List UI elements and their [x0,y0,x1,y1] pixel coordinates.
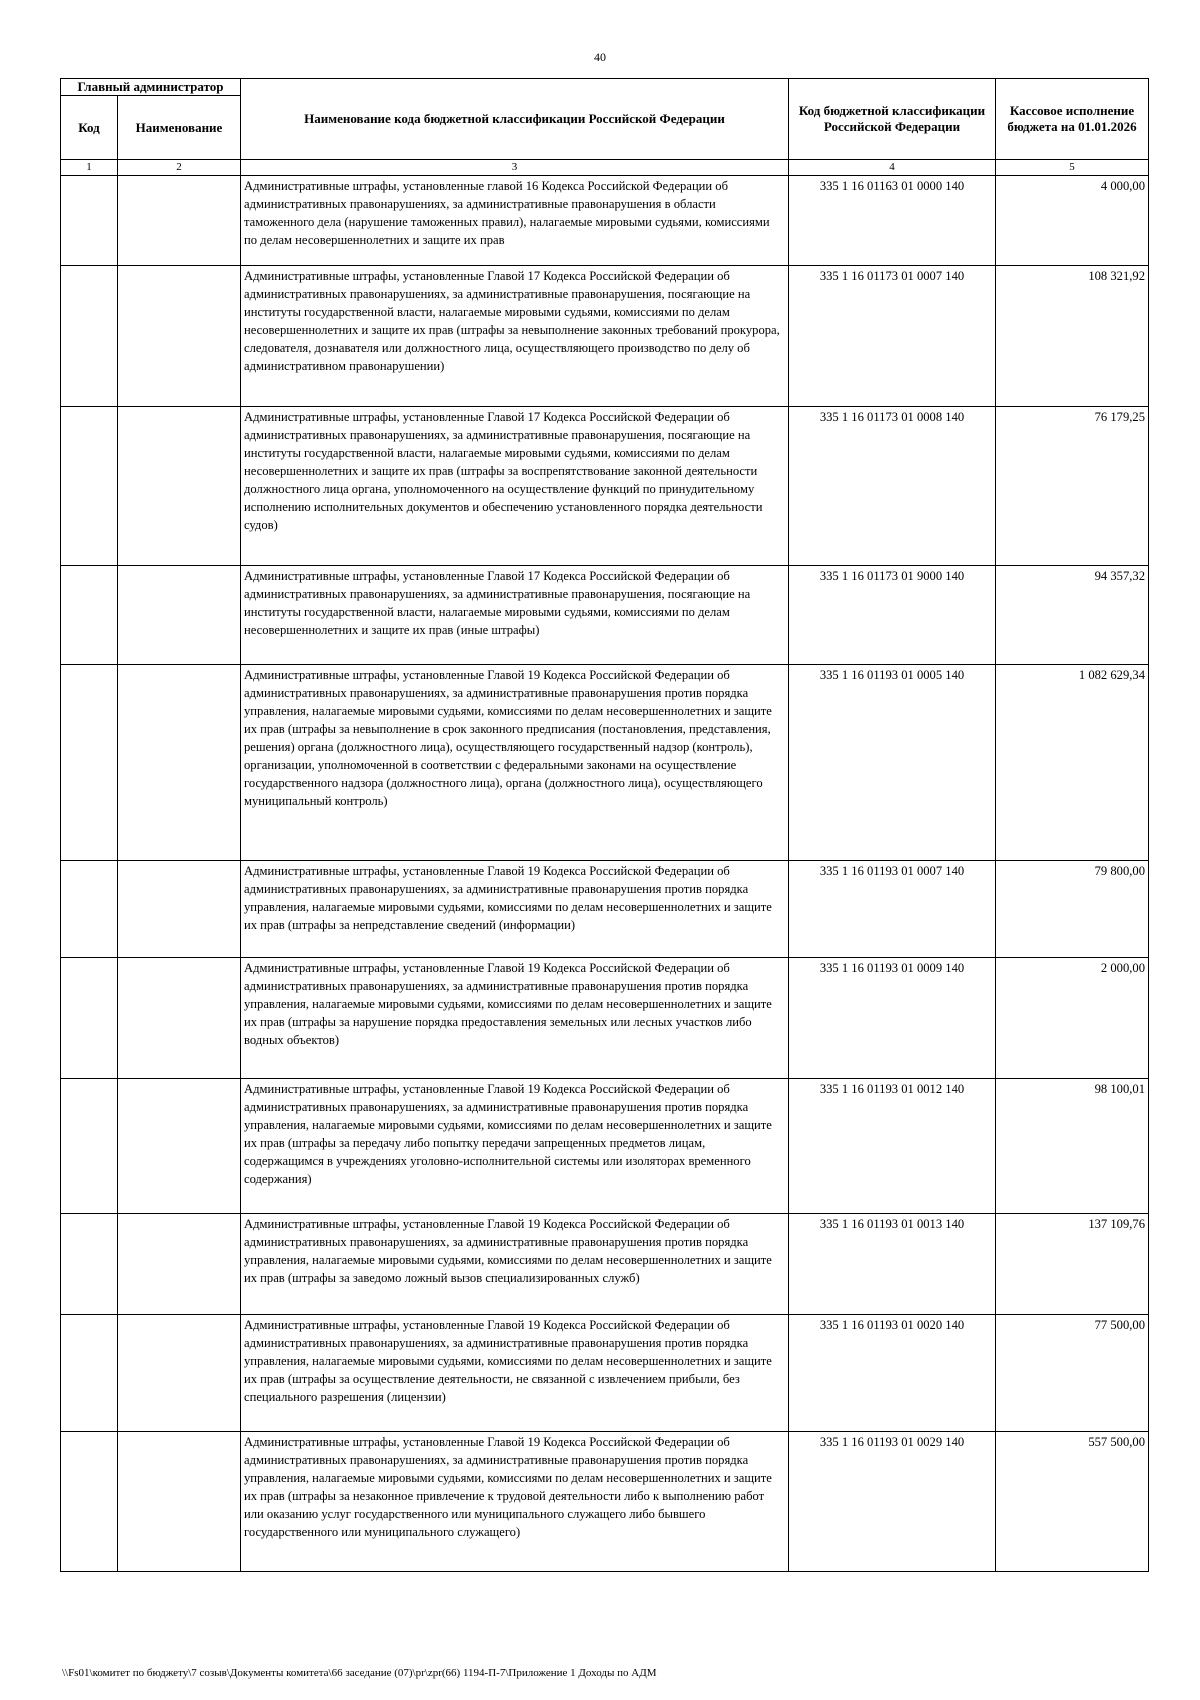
admin-name-cell [118,1315,241,1432]
table-row [61,1315,1149,1432]
row-description: Административные штрафы, установленные главой 16 Кодекса Российской Федерации об административных правонарушениях, за административные правонарушения в области таможенного дела (нарушение таможенных правил), налагаемые мировыми судьями, комиссиями по делам несовершеннолетних и защите их прав [241,176,789,266]
column-number: 5 [996,160,1149,176]
row-description: Административные штрафы, установленные Главой 17 Кодекса Российской Федерации об административных правонарушениях, за административные правонарушения, посягающие на институты государственной власти, налагаемые мировыми судьями, комиссиями по делам несовершеннолетних и защите их прав (иные штрафы) [241,566,789,665]
row-amount: 77 500,00 [996,1315,1149,1432]
table-row [61,407,1149,566]
admin-code-cell [61,1315,118,1432]
header-classification-name: Наименование кода бюджетной классификации Российской Федерации [241,79,789,160]
header-execution: Кассовое исполнение бюджета на 01.01.2026 [996,79,1149,160]
table-row [61,566,1149,665]
row-code: 335 1 16 01173 01 0008 140 [789,407,996,566]
admin-code-cell [61,1079,118,1214]
row-description: Административные штрафы, установленные Главой 19 Кодекса Российской Федерации об административных правонарушениях, за административные правонарушения против порядка управления, налагаемые мировыми судьями, комиссиями по делам несовершеннолетних и защите их прав (штрафы за невыполнение в срок законного предписания (постановления, представления, решения) органа (должностного лица), осуществляющего государственный надзор (контроль), организации, уполномоченной в соответствии с федеральными законами на осуществление государственного надзора (должностного лица), органа (должностного лица), осуществляющего муниципальный контроль) [241,665,789,861]
row-code: 335 1 16 01193 01 0005 140 [789,665,996,861]
table-header [61,79,1149,176]
page-number: 40 [594,50,606,64]
row-amount: 108 321,92 [996,266,1149,407]
admin-name-cell [118,1432,241,1572]
header-classification-code: Код бюджетной классификации Российской Федерации [789,79,996,160]
admin-name-cell [118,1214,241,1315]
admin-name-cell [118,266,241,407]
table-row [61,1079,1149,1214]
column-number: 3 [241,160,789,176]
table-row [61,176,1149,266]
admin-name-cell [118,861,241,958]
row-code: 335 1 16 01193 01 0029 140 [789,1432,996,1572]
row-code: 335 1 16 01173 01 0007 140 [789,266,996,407]
row-amount: 94 357,32 [996,566,1149,665]
column-number: 4 [789,160,996,176]
admin-code-cell [61,665,118,861]
header-chief-administrator: Главный администратор [61,79,241,96]
row-amount: 1 082 629,34 [996,665,1149,861]
admin-code-cell [61,958,118,1079]
row-code: 335 1 16 01173 01 9000 140 [789,566,996,665]
admin-code-cell [61,407,118,566]
footer-file-path: \\Fs01\комитет по бюджету\7 созыв\Документы комитета\66 заседание (07)\pr\zpr(66) 1194-П-7\Приложение 1 Доходы по АДМ [62,1667,657,1679]
row-description: Административные штрафы, установленные Главой 19 Кодекса Российской Федерации об административных правонарушениях, за административные правонарушения против порядка управления, налагаемые мировыми судьями, комиссиями по делам несовершеннолетних и защите их прав (штрафы за передачу либо попытку передачи запрещенных предметов лицам, содержащимся в учреждениях уголовно-исполнительной системы или изоляторах временного содержания) [241,1079,789,1214]
admin-name-cell [118,1079,241,1214]
row-description: Административные штрафы, установленные Главой 19 Кодекса Российской Федерации об административных правонарушениях, за административные правонарушения против порядка управления, налагаемые мировыми судьями, комиссиями по делам несовершеннолетних и защите их прав (штрафы за осуществление деятельности, не связанной с извлечением прибыли, без специального разрешения (лицензии) [241,1315,789,1432]
header-code: Код [61,96,118,160]
row-code: 335 1 16 01193 01 0009 140 [789,958,996,1079]
admin-name-cell [118,566,241,665]
row-description: Административные штрафы, установленные Главой 19 Кодекса Российской Федерации об административных правонарушениях, за административные правонарушения против порядка управления, налагаемые мировыми судьями, комиссиями по делам несовершеннолетних и защите их прав (штрафы за нарушение порядка предоставления земельных или лесных участков либо водных объектов) [241,958,789,1079]
admin-code-cell [61,1432,118,1572]
row-amount: 98 100,01 [996,1079,1149,1214]
row-amount: 137 109,76 [996,1214,1149,1315]
column-number: 1 [61,160,118,176]
row-code: 335 1 16 01193 01 0007 140 [789,861,996,958]
admin-code-cell [61,266,118,407]
row-description: Административные штрафы, установленные Главой 17 Кодекса Российской Федерации об административных правонарушениях, за административные правонарушения, посягающие на институты государственной власти, налагаемые мировыми судьями, комиссиями по делам несовершеннолетних и защите их прав (штрафы за воспрепятствование законной деятельности должностного лица органа, уполномоченного на осуществление функций по принудительному исполнению исполнительных документов и обеспечению установленного порядка деятельности судов) [241,407,789,566]
row-amount: 2 000,00 [996,958,1149,1079]
admin-name-cell [118,665,241,861]
table-row [61,266,1149,407]
column-number: 2 [118,160,241,176]
table-body [61,176,1149,1572]
row-code: 335 1 16 01193 01 0013 140 [789,1214,996,1315]
row-code: 335 1 16 01193 01 0012 140 [789,1079,996,1214]
admin-name-cell [118,958,241,1079]
column-numbers-row [61,160,1149,176]
row-code: 335 1 16 01193 01 0020 140 [789,1315,996,1432]
table-row [61,861,1149,958]
admin-code-cell [61,566,118,665]
admin-code-cell [61,861,118,958]
admin-code-cell [61,1214,118,1315]
admin-code-cell [61,176,118,266]
budget-table [60,78,1149,1572]
row-amount: 76 179,25 [996,407,1149,566]
table-row [61,1432,1149,1572]
row-description: Административные штрафы, установленные Главой 17 Кодекса Российской Федерации об административных правонарушениях, за административные правонарушения, посягающие на институты государственной власти, налагаемые мировыми судьями, комиссиями по делам несовершеннолетних и защите их прав (штрафы за невыполнение законных требований прокурора, следователя, дознавателя или должностного лица, осуществляющего производство по делу об административном правонарушении) [241,266,789,407]
row-description: Административные штрафы, установленные Главой 19 Кодекса Российской Федерации об административных правонарушениях, за административные правонарушения против порядка управления, налагаемые мировыми судьями, комиссиями по делам несовершеннолетних и защите их прав (штрафы за заведомо ложный вызов специализированных служб) [241,1214,789,1315]
table-row [61,958,1149,1079]
row-description: Административные штрафы, установленные Главой 19 Кодекса Российской Федерации об административных правонарушениях, за административные правонарушения против порядка управления, налагаемые мировыми судьями, комиссиями по делам несовершеннолетних и защите их прав (штрафы за непредставление сведений (информации) [241,861,789,958]
row-amount: 4 000,00 [996,176,1149,266]
header-name: Наименование [118,96,241,160]
row-amount: 557 500,00 [996,1432,1149,1572]
table-row [61,1214,1149,1315]
admin-name-cell [118,407,241,566]
row-code: 335 1 16 01163 01 0000 140 [789,176,996,266]
table-row [61,665,1149,861]
admin-name-cell [118,176,241,266]
row-description: Административные штрафы, установленные Главой 19 Кодекса Российской Федерации об административных правонарушениях, за административные правонарушения против порядка управления, налагаемые мировыми судьями, комиссиями по делам несовершеннолетних и защите их прав (штрафы за незаконное привлечение к трудовой деятельности либо к выполнению работ или оказанию услуг государственного или муниципального служащего либо бывшего государственного или муниципального служащего) [241,1432,789,1572]
row-amount: 79 800,00 [996,861,1149,958]
